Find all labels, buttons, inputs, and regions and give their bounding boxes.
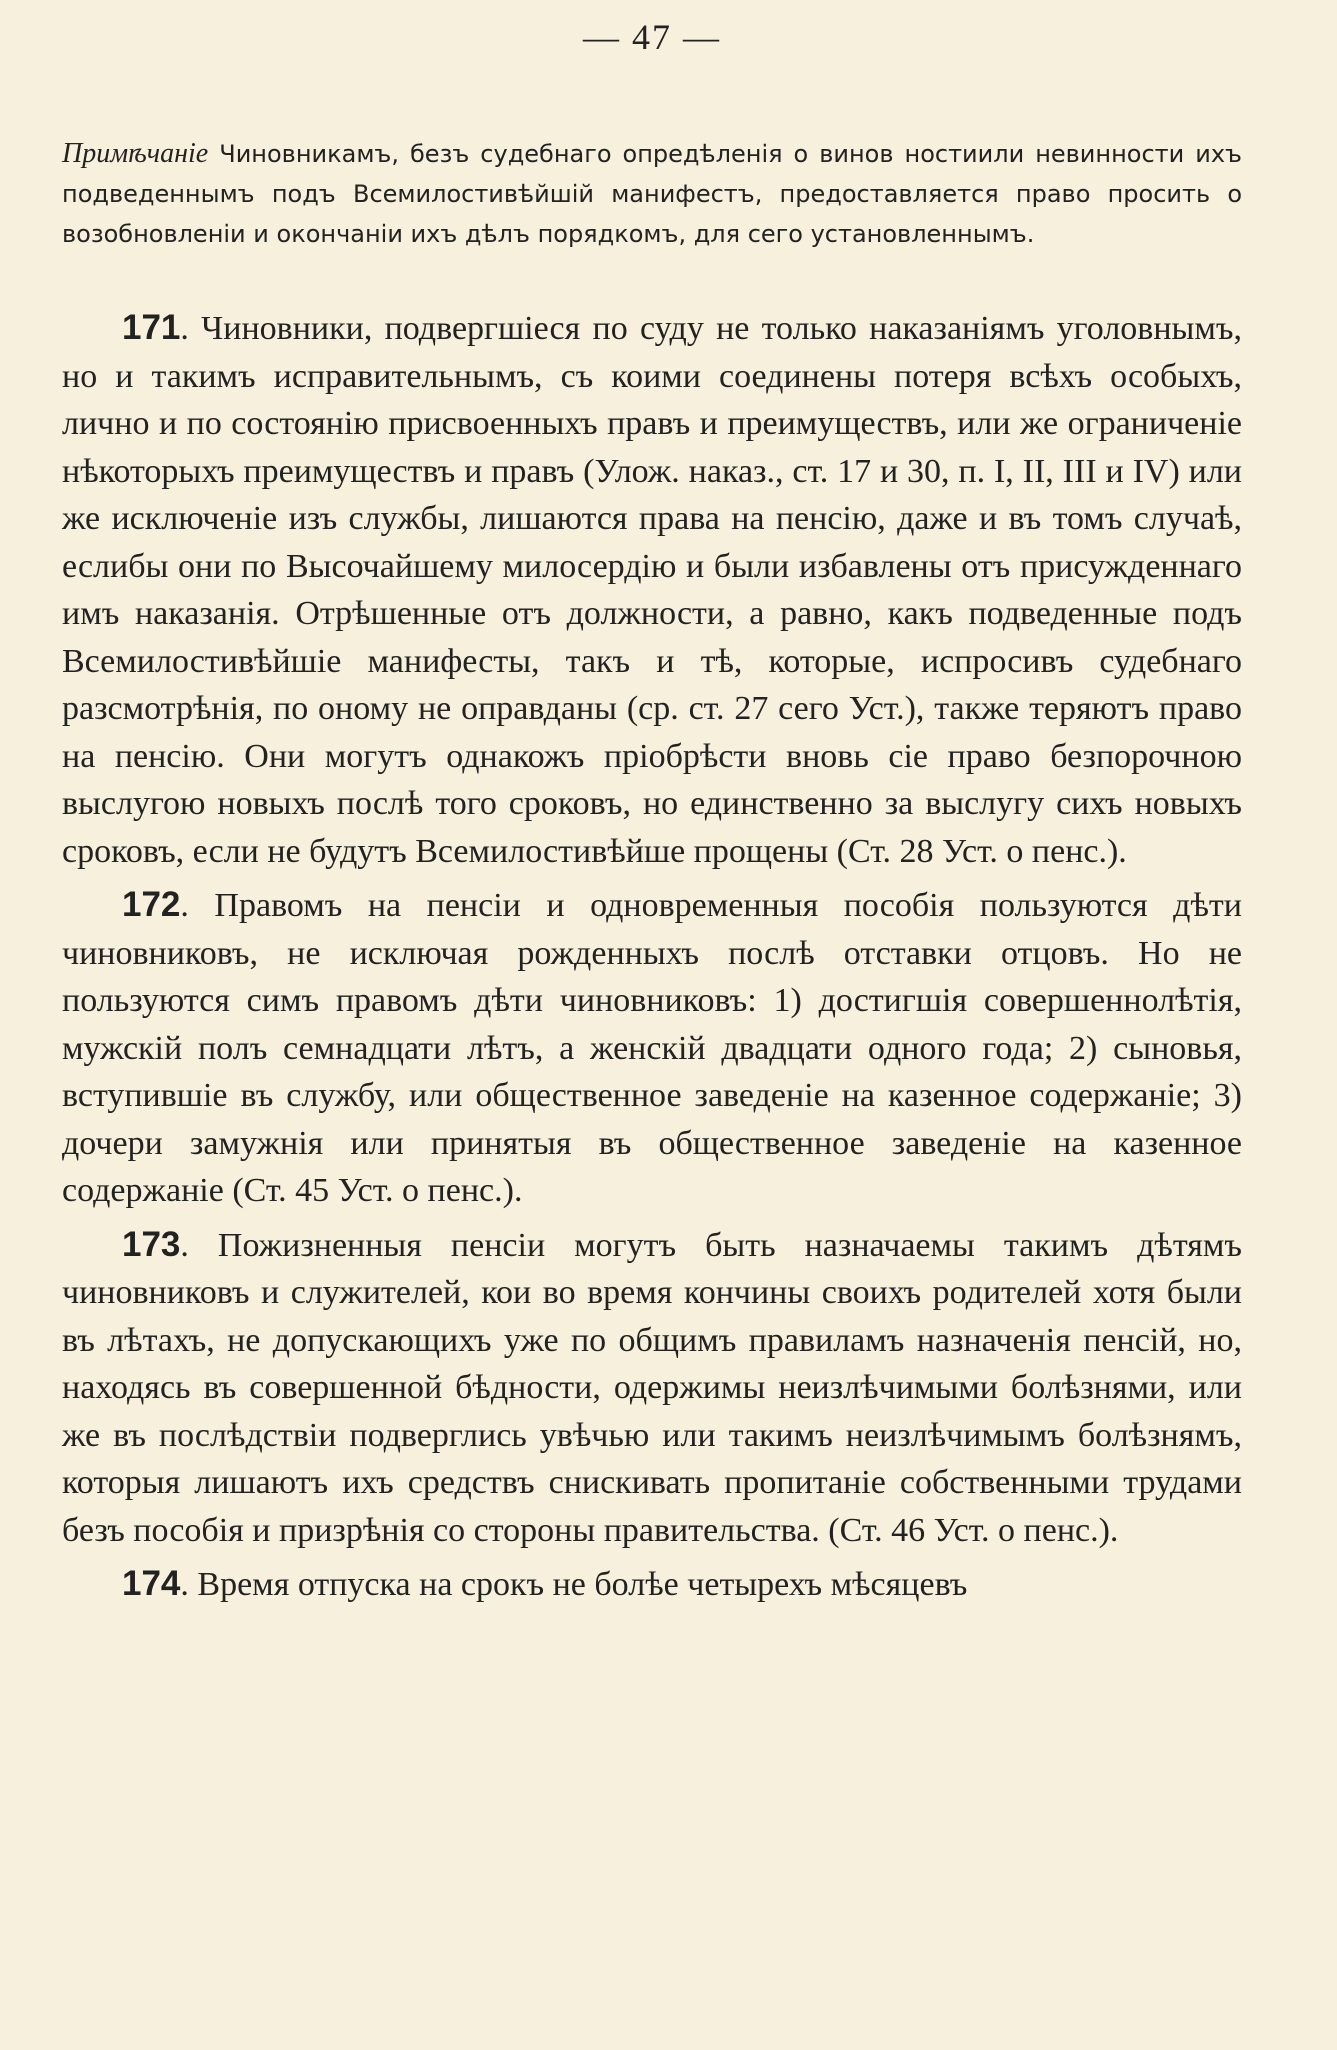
article-173 xyxy=(62,1221,1242,1555)
article-number: 173 xyxy=(122,1224,181,1264)
article-text: . Время отпуска на срокъ не болѣе четырехъ мѣсяцевъ xyxy=(180,1566,968,1603)
page-number: — 47 — xyxy=(583,17,721,57)
article-text: . Правомъ на пенсіи и одновременныя пособія пользуются дѣти чиновниковъ, не исключая рожденныхъ послѣ отставки отцовъ. Но не пользуются симъ правомъ дѣти чиновниковъ: 1) достигшія совершеннолѣтія, мужскій полъ семнадцати лѣтъ, а женскій двадцати одного года; 2) сыновья, вступившіе въ службу, или общественное заведеніе на казенное содержаніе; 3) дочери замужнія или принятыя въ общественное заведеніе на казенное содержаніе (Ст. 45 Уст. о пенс.). xyxy=(62,887,1242,1209)
document-page xyxy=(62,10,1242,2040)
article-171 xyxy=(62,304,1242,875)
article-number: 174 xyxy=(122,1564,181,1603)
note-label: Примѣчаніе xyxy=(62,138,209,169)
article-text: . Чиновники, подвергшіеся по суду не только наказаніямъ уголовнымъ, но и такимъ исправительнымъ, съ коими соединены потеря всѣхъ особыхъ, лично и по состоянію присвоенныхъ правъ и преимуществъ, или же ограниченіе нѣкоторыхъ преимуществъ и правъ (Улож. наказ., ст. 17 и 30, п. I, II, III и IV) или же исключеніе изъ службы, лишаются права на пенсію, даже и въ томъ случаѣ, еслибы они по Высочайшему милосердію и были избавлены отъ присужденнаго имъ наказанія. Отрѣшенные отъ должности, а равно, какъ подведенные подъ Всемилостивѣйшіе манифесты, такъ и тѣ, которые, испросивъ судебнаго разсмотрѣнія, по оному не оправданы (ср. ст. 27 сего Уст.), также теряютъ право на пенсію. Они могутъ однакожъ пріобрѣсти вновь сіе право безпорочною выслугою новыхъ послѣ того сроковъ, но единственно за выслугу сихъ новыхъ сроковъ, если не будутъ Всемилостивѣйше прощены (Ст. 28 Уст. о пенс.). xyxy=(62,310,1242,870)
article-174 xyxy=(62,1560,1242,1609)
article-172 xyxy=(62,881,1242,1215)
articles xyxy=(62,304,1242,1615)
article-number: 172 xyxy=(122,885,181,924)
note-paragraph xyxy=(62,134,1242,254)
note-text: Чиновникамъ, безъ судебнаго опредѣленія о винов ностиили невинности ихъ подведеннымъ подъ Всемилостивѣйшій манифестъ, предоставляется право просить о возобновленіи и окончаніи ихъ дѣлъ порядкомъ, для сего установленнымъ. xyxy=(62,140,1242,248)
article-number: 171 xyxy=(122,308,181,347)
article-text: . Пожизненныя пенсіи могутъ быть назначаемы такимъ дѣтямъ чиновниковъ и служителей, кои во время кончины своихъ родителей хотя были въ лѣтахъ, не допускающихъ уже по общимъ правиламъ назначенія пенсій, но, находясь въ совершенной бѣдности, одержимы неизлѣчимыми болѣзнями, или же въ послѣдствіи подверглись увѣчью или такимъ неизлѣчимымъ болѣзнямъ, которыя лишаютъ ихъ средствъ снискивать пропитаніе собственными трудами безъ пособія и призрѣнія со стороны правительства. (Ст. 46 Уст. о пенс.). xyxy=(62,1226,1242,1549)
